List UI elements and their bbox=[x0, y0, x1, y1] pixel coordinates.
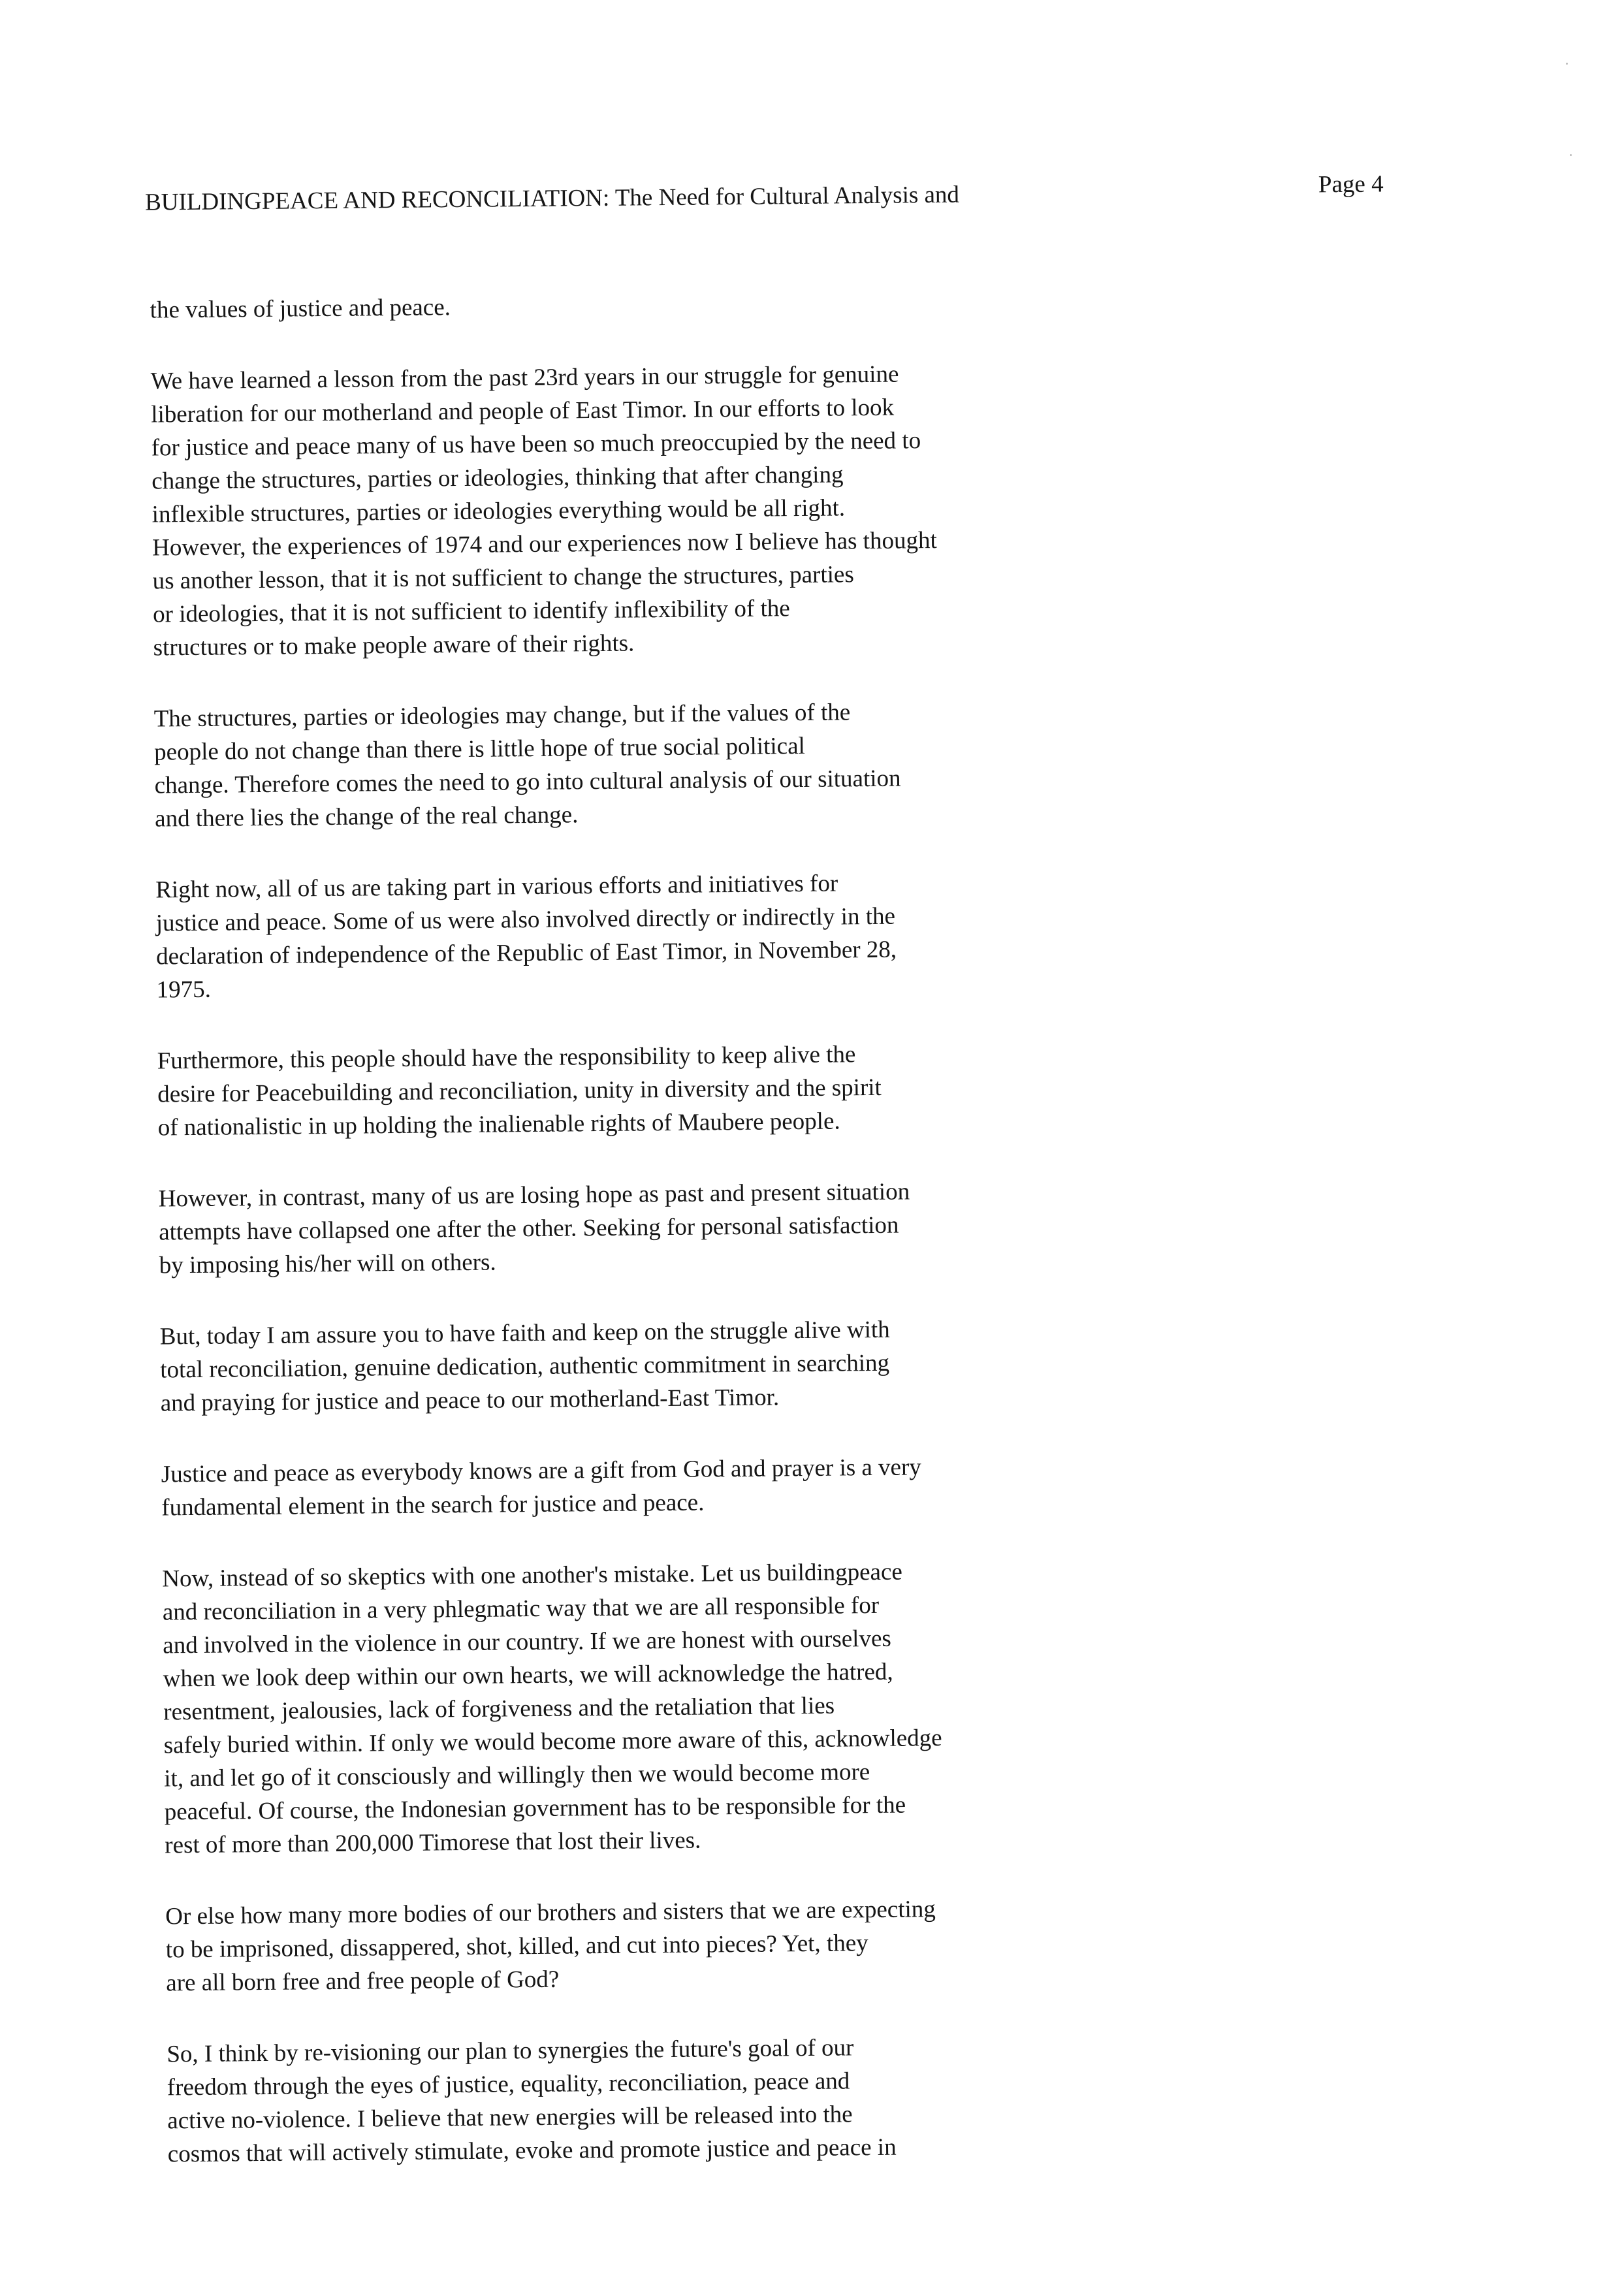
scan-speck bbox=[1566, 63, 1568, 65]
text-line: inflexible structures, parties or ideologies everything would be all right. bbox=[151, 494, 846, 528]
page-number: Page 4 bbox=[1318, 170, 1384, 199]
running-header-title: BUILDINGPEACE AND RECONCILIATION: The Need for Cultural Analysis and bbox=[144, 181, 960, 216]
text-line: resentment, jealousies, lack of forgiveness and the retaliation that lies bbox=[163, 1692, 835, 1726]
text-line: and involved in the violence in our country. If we are honest with ourselves bbox=[163, 1625, 891, 1659]
text-line: to be imprisoned, dissappered, shot, killed, and cut into pieces? Yet, they bbox=[165, 1930, 868, 1964]
text-line: change. Therefore comes the need to go into cultural analysis of our situation bbox=[154, 765, 901, 799]
text-line: cosmos that will actively stimulate, evoke and promote justice and peace in bbox=[167, 2133, 897, 2168]
paragraph bbox=[150, 284, 1155, 327]
text-line: freedom through the eyes of justice, equality, reconciliation, peace and bbox=[167, 2067, 850, 2101]
text-line: total reconciliation, genuine dedication, authentic commitment in searching bbox=[160, 1349, 890, 1384]
text-line: attempts have collapsed one after the other. Seeking for personal satisfaction bbox=[159, 1211, 899, 1246]
text-line: by imposing his/her will on others. bbox=[159, 1249, 496, 1279]
text-line: for justice and peace many of us have been so much preoccupied by the need to bbox=[151, 427, 921, 462]
text-line: So, I think by re-visioning our plan to synergies the future's goal of our bbox=[167, 2034, 854, 2068]
paragraph bbox=[157, 1035, 1163, 1145]
document-body bbox=[150, 284, 1173, 2209]
text-line: However, in contrast, many of us are losing hope as past and present situation bbox=[158, 1178, 910, 1213]
paragraph bbox=[159, 1173, 1165, 1283]
text-line: when we look deep within our own hearts, we will acknowledge the hatred, bbox=[163, 1658, 893, 1693]
text-line: Right now, all of us are taking part in various efforts and initiatives for bbox=[155, 870, 838, 904]
text-line: peaceful. Of course, the Indonesian government has to be responsible for the bbox=[164, 1791, 906, 1826]
text-line: safely buried within. If only we would become more aware of this, acknowledge bbox=[163, 1725, 942, 1759]
text-line: However, the experiences of 1974 and our experiences now I believe has thought bbox=[151, 527, 937, 562]
text-line: rest of more than 200,000 Timorese that lost their lives. bbox=[165, 1826, 701, 1859]
text-line: or ideologies, that it is not sufficient to identify inflexibility of the bbox=[152, 595, 790, 628]
paragraph bbox=[162, 1553, 1170, 1862]
paragraph bbox=[160, 1311, 1166, 1420]
text-line: declaration of independence of the Republic of East Timor, in November 28, bbox=[156, 936, 897, 970]
text-line: We have learned a lesson from the past 23rd years in our struggle for genuine bbox=[150, 360, 899, 395]
text-line: and reconciliation in a very phlegmatic way that we are all responsible for bbox=[162, 1591, 880, 1626]
scan-speck bbox=[1570, 154, 1572, 156]
text-line: are all born free and free people of God? bbox=[166, 1966, 560, 1997]
text-line: of nationalistic in up holding the inalienable rights of Maubere people. bbox=[157, 1108, 840, 1141]
text-line: the values of justice and peace. bbox=[150, 294, 451, 324]
text-line: people do not change than there is little hope of true social political bbox=[153, 732, 805, 766]
text-line: Or else how many more bodies of our brothers and sisters that we are expecting bbox=[165, 1896, 936, 1930]
text-line: fundamental element in the search for justice and peace. bbox=[161, 1489, 705, 1522]
text-line: and praying for justice and peace to our motherland-East Timor. bbox=[160, 1384, 780, 1417]
text-line: Furthermore, this people should have the responsibility to keep alive the bbox=[157, 1041, 856, 1075]
paragraph bbox=[167, 2028, 1173, 2171]
text-line: 1975. bbox=[156, 976, 212, 1004]
text-line: us another lesson, that it is not sufficient to change the structures, parties bbox=[152, 561, 854, 595]
paragraph bbox=[165, 1890, 1171, 2000]
text-line: Justice and peace as everybody knows are a gift from God and prayer is a very bbox=[161, 1454, 922, 1488]
text-line: structures or to make people aware of their rights. bbox=[153, 630, 635, 662]
paragraph bbox=[153, 693, 1160, 836]
text-line: But, today I am assure you to have faith and keep on the struggle alive with bbox=[159, 1316, 890, 1350]
text-line: The structures, parties or ideologies may change, but if the values of the bbox=[153, 699, 851, 733]
text-line: justice and peace. Some of us were also involved directly or indirectly in the bbox=[155, 902, 896, 937]
text-line: change the structures, parties or ideologies, thinking that after changing bbox=[151, 461, 844, 495]
paragraph bbox=[155, 864, 1162, 1007]
text-line: Now, instead of so skeptics with one another's mistake. Let us buildingpeace bbox=[162, 1558, 903, 1593]
paragraph bbox=[161, 1448, 1168, 1525]
text-line: it, and let go of it consciously and willingly then we would become more bbox=[164, 1759, 870, 1793]
text-line: desire for Peacebuilding and reconciliation, unity in diversity and the spirit bbox=[157, 1074, 882, 1108]
paragraph bbox=[150, 355, 1158, 665]
text-line: liberation for our motherland and people of East Timor. In our efforts to look bbox=[151, 394, 895, 428]
text-line: and there lies the change of the real change. bbox=[154, 801, 579, 833]
text-line: active no-violence. I believe that new energies will be released into the bbox=[167, 2101, 853, 2135]
